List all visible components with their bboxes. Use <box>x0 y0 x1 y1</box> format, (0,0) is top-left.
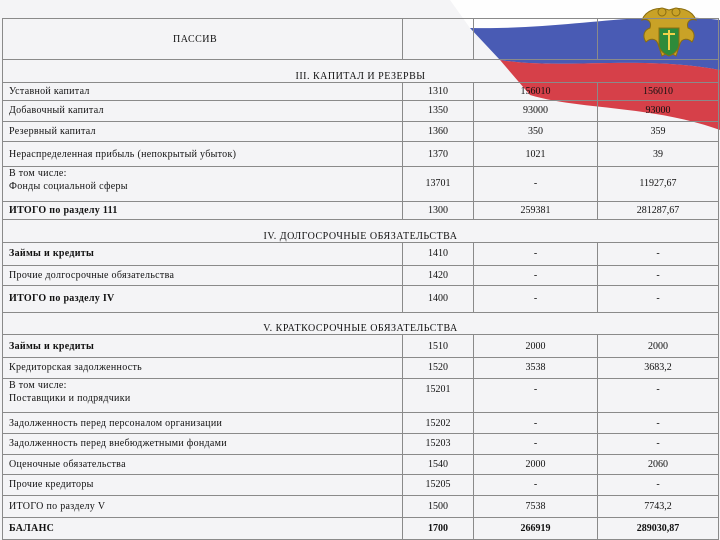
section-title-short-term: V. КРАТКОСРОЧНЫЕ ОБЯЗАТЕЛЬСТВА <box>3 312 719 335</box>
row-value-end: - <box>598 242 719 265</box>
row-label: Займы и кредиты <box>3 335 403 358</box>
row-label: Добавочный капитал <box>3 101 403 122</box>
row-value-start: - <box>474 242 598 265</box>
row-label: Займы и кредиты <box>3 242 403 265</box>
row-value-end: - <box>598 286 719 313</box>
row-code: 1310 <box>403 82 474 100</box>
row-value-start: 350 <box>474 121 598 142</box>
row-code: 13701 <box>403 166 474 201</box>
row-value-start: 7538 <box>474 495 598 518</box>
table-row <box>3 357 719 378</box>
row-label: Прочие долгосрочные обязательства <box>3 265 403 286</box>
row-value-end: - <box>598 475 719 496</box>
row-value-start: - <box>474 413 598 434</box>
row-label: Нераспределенная прибыль (непокрытый убыток) <box>3 142 403 167</box>
row-value-end: 359 <box>598 121 719 142</box>
row-code: 1510 <box>403 335 474 358</box>
table-row <box>3 101 719 122</box>
row-value-start: 259381 <box>474 201 598 219</box>
row-label: БАЛАНС <box>3 518 403 540</box>
table-row <box>3 454 719 475</box>
table-row <box>3 242 719 265</box>
table-row <box>3 378 719 413</box>
row-value-start: 3538 <box>474 357 598 378</box>
row-value-end: 11927,67 <box>598 166 719 201</box>
row-value-start: - <box>474 434 598 455</box>
row-value-end: 39 <box>598 142 719 167</box>
row-value-end: 2000 <box>598 335 719 358</box>
row-label: Оценочные обязательства <box>3 454 403 475</box>
row-value-end: 2060 <box>598 454 719 475</box>
row-value-start: 93000 <box>474 101 598 122</box>
row-label: Резервный капитал <box>3 121 403 142</box>
row-value-start: 266919 <box>474 518 598 540</box>
row-value-start: - <box>474 475 598 496</box>
row-code: 1420 <box>403 265 474 286</box>
row-label: ИТОГО по разделу V <box>3 495 403 518</box>
row-code: 15202 <box>403 413 474 434</box>
row-value-start: - <box>474 378 598 413</box>
row-value-end: 156010 <box>598 82 719 100</box>
header-row <box>3 19 719 60</box>
row-code: 15205 <box>403 475 474 496</box>
row-value-end: 281287,67 <box>598 201 719 219</box>
table-row <box>3 413 719 434</box>
row-label-line1: В том числе: <box>9 167 67 179</box>
row-value-end: 7743,2 <box>598 495 719 518</box>
row-code: 1410 <box>403 242 474 265</box>
table-row <box>3 142 719 167</box>
row-label <box>3 166 403 201</box>
row-code: 1370 <box>403 142 474 167</box>
row-label: ИТОГО по разделу 111 <box>3 201 403 219</box>
row-label-line2: Фонды социальной сферы <box>9 180 128 192</box>
row-value-end: - <box>598 434 719 455</box>
row-value-start: - <box>474 265 598 286</box>
row-code: 1500 <box>403 495 474 518</box>
section-title-long-term: IV. ДОЛГОСРОЧНЫЕ ОБЯЗАТЕЛЬСТВА <box>3 220 719 243</box>
row-code: 1400 <box>403 286 474 313</box>
row-value-end: 93000 <box>598 101 719 122</box>
table-row <box>3 201 719 219</box>
row-label: Уставной капитал <box>3 82 403 100</box>
row-label <box>3 378 403 413</box>
row-value-end: 289030,87 <box>598 518 719 540</box>
table-row <box>3 166 719 201</box>
row-code: 1520 <box>403 357 474 378</box>
section-title-capital: III. КАПИТАЛ И РЕЗЕРВЫ <box>3 60 719 83</box>
row-label-line2: Поставщики и подрядчики <box>9 392 131 404</box>
row-code: 1350 <box>403 101 474 122</box>
row-value-start: 2000 <box>474 335 598 358</box>
row-code: 1300 <box>403 201 474 219</box>
row-value-start: 156010 <box>474 82 598 100</box>
table-row <box>3 82 719 100</box>
row-code: 1360 <box>403 121 474 142</box>
page-title: ПАССИВ <box>3 19 403 60</box>
table-row <box>3 286 719 313</box>
table-row <box>3 434 719 455</box>
row-code: 15201 <box>403 378 474 413</box>
row-label: Кредиторская задолженность <box>3 357 403 378</box>
row-code: 1540 <box>403 454 474 475</box>
row-label: Задолженность перед внебюджетными фондами <box>3 434 403 455</box>
section-header-row <box>3 220 719 243</box>
row-value-start: 2000 <box>474 454 598 475</box>
row-value-end: - <box>598 413 719 434</box>
balance-total-row <box>3 518 719 540</box>
row-value-start: 1021 <box>474 142 598 167</box>
row-value-start: - <box>474 166 598 201</box>
table-row <box>3 495 719 518</box>
row-label: ИТОГО по разделу IV <box>3 286 403 313</box>
row-label: Прочие кредиторы <box>3 475 403 496</box>
table-row <box>3 475 719 496</box>
row-value-end: 3683,2 <box>598 357 719 378</box>
table-row <box>3 265 719 286</box>
section-header-row <box>3 312 719 335</box>
row-value-end: - <box>598 265 719 286</box>
row-value-end: - <box>598 378 719 413</box>
table-row <box>3 335 719 358</box>
table-row <box>3 121 719 142</box>
row-label-line1: В том числе: <box>9 379 67 391</box>
row-label: Задолженность перед персоналом организации <box>3 413 403 434</box>
section-header-row <box>3 60 719 83</box>
balance-sheet-table <box>2 18 719 540</box>
row-value-start: - <box>474 286 598 313</box>
row-code: 1700 <box>403 518 474 540</box>
row-code: 15203 <box>403 434 474 455</box>
